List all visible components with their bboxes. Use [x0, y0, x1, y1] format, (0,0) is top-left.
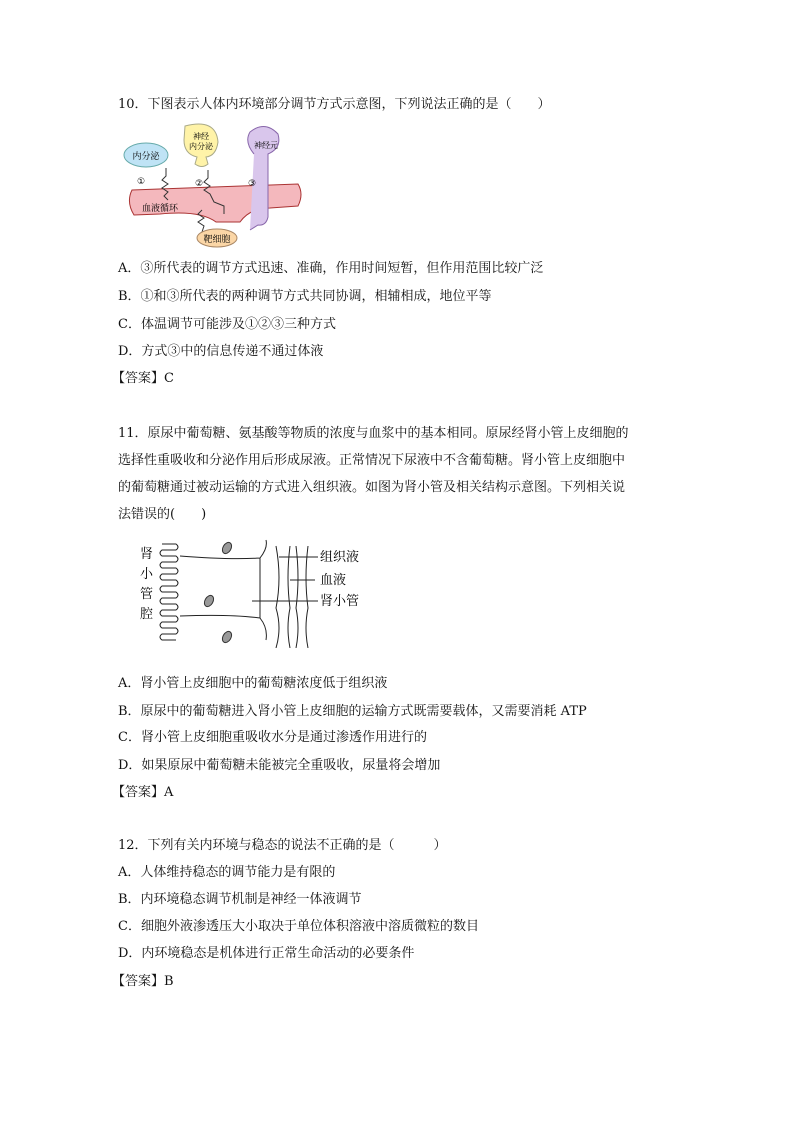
q11-stem-line-1: 11．原尿中葡萄糖、氨基酸等物质的浓度与血浆中的基本相同。原尿经肾小管上皮细胞的 — [118, 426, 629, 441]
q10-option-d: D．方式③中的信息传递不通过体液 — [118, 344, 324, 359]
q10-stem: 10．下图表示人体内环境部分调节方式示意图，下列说法正确的是（ ） — [118, 97, 551, 112]
q12-option-d: D．内环境稳态是机体进行正常生命活动的必要条件 — [118, 946, 415, 961]
q12-stem: 12．下列有关内环境与稳态的说法不正确的是（ ） — [118, 838, 447, 853]
q10-option-c: C．体温调节可能涉及①②③三种方式 — [118, 317, 336, 332]
q11-stem-line-3: 的葡萄糖通过被动运输的方式进入组织液。如图为肾小管及相关结构示意图。下列相关说 — [118, 480, 626, 495]
q11-stem-line-2: 选择性重吸收和分泌作用后形成尿液。正常情况下尿液中不含葡萄糖。肾小管上皮细胞中 — [118, 453, 626, 468]
q11-option-a: A．肾小管上皮细胞中的葡萄糖浓度低于组织液 — [118, 676, 388, 691]
q12-option-c: C．细胞外液渗透压大小取决于单位体积溶液中溶质微粒的数目 — [118, 919, 479, 934]
q10-option-a: A．③所代表的调节方式迅速、准确，作用时间短暂，但作用范围比较广泛 — [118, 261, 544, 276]
svg-text:管: 管 — [140, 587, 154, 602]
q12-option-a: A．人体维持稳态的调节能力是有限的 — [118, 865, 336, 880]
q11-option-c: C．肾小管上皮细胞重吸收水分是通过渗透作用进行的 — [118, 730, 427, 745]
svg-text:①: ① — [137, 177, 146, 187]
svg-text:神经元: 神经元 — [254, 141, 278, 150]
q11-answer: 【答案】A — [112, 785, 174, 800]
q11-option-d: D．如果原尿中葡萄糖未能被完全重吸收，尿量将会增加 — [118, 758, 441, 773]
q10-regulation-diagram — [120, 122, 310, 250]
q10-option-b: B．①和③所代表的两种调节方式共同协调，相辅相成，地位平等 — [118, 289, 492, 304]
svg-text:靶细胞: 靶细胞 — [203, 235, 231, 245]
svg-text:小: 小 — [140, 567, 154, 582]
svg-text:②: ② — [195, 179, 204, 189]
svg-text:腔: 腔 — [140, 607, 154, 622]
svg-text:神经: 神经 — [193, 132, 209, 141]
svg-text:③: ③ — [248, 179, 257, 189]
svg-text:内分泌: 内分泌 — [132, 152, 160, 162]
svg-text:血液循环: 血液循环 — [142, 204, 179, 214]
svg-text:血液: 血液 — [320, 573, 347, 588]
svg-text:组织液: 组织液 — [320, 550, 360, 565]
svg-text:内分泌: 内分泌 — [189, 142, 213, 151]
q12-answer: 【答案】B — [112, 974, 174, 989]
q11-option-b: B．原尿中的葡萄糖进入肾小管上皮细胞的运输方式既需要载体，又需要消耗 ATP — [118, 704, 587, 719]
svg-text:肾小管: 肾小管 — [320, 594, 360, 609]
q10-answer: 【答案】C — [112, 371, 174, 386]
svg-text:肾: 肾 — [140, 547, 154, 562]
q11-kidney-tubule-diagram — [140, 538, 370, 648]
q12-option-b: B．内环境稳态调节机制是神经一体液调节 — [118, 892, 362, 907]
q11-stem-line-4: 法错误的( ) — [118, 507, 207, 522]
